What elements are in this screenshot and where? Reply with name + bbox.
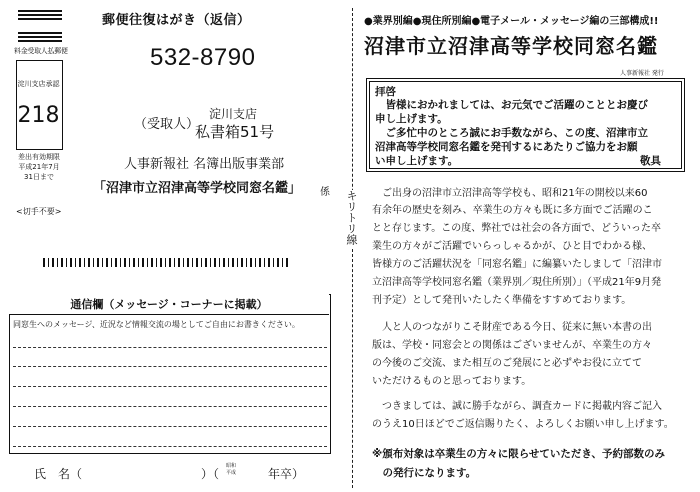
- body-line: の今後のご交流、また相互のご発展にと必ずやお役に立てて: [372, 358, 642, 369]
- body-line: ご出身の沼津市立沼津高等学校も、昭和21年の開校以来60: [372, 188, 648, 199]
- body-line: 立沼津高等学校同窓名鑑（業界別／現住所別）」（平成21年9月発: [372, 277, 662, 288]
- po-box: 私書箱51号: [195, 123, 275, 141]
- stamp-office: 淀川支店承認: [17, 80, 60, 88]
- attn-suffix: 係: [320, 187, 330, 198]
- message-heading: [9, 294, 329, 315]
- greeting-line: 皆様におかれましては、お元気でご活躍のこととお慶び: [375, 99, 648, 111]
- postal-bars-top: [18, 10, 62, 22]
- body-line: 業生の方々がご活躍でいらっしゃるかが、ひと目でわかる様、: [372, 241, 652, 252]
- customer-barcode: [43, 258, 291, 267]
- distribution-note: の発行になります。: [372, 467, 477, 479]
- era-selector: [226, 463, 236, 477]
- due-line-3: 31日まで: [24, 173, 54, 181]
- branch-name: 淀川支店: [209, 107, 258, 121]
- distribution-note: ※頒布対象は卒業生の方々に限らせていただき、予約部数のみ: [372, 448, 665, 460]
- stamp-number: 218: [17, 103, 60, 128]
- no-stamp-needed: <切手不要>: [16, 207, 62, 216]
- greeting-line: 拝啓: [375, 86, 396, 98]
- greeting-line: ご多忙中のところ誠にお手数ながら、この度、沼津市立: [375, 127, 648, 139]
- write-line: [13, 386, 327, 387]
- body-line: のうえ10日ほどでご返信賜りたく、よろしくお願い申し上げます。: [372, 419, 674, 430]
- write-line: [13, 366, 327, 367]
- write-line: [13, 347, 327, 348]
- write-line: [13, 446, 327, 447]
- write-line: [13, 426, 327, 427]
- zip-code: 532-8790: [150, 44, 256, 71]
- graduation-year-label: 年卒）: [268, 467, 305, 481]
- greeting-closing: 敬具: [640, 155, 661, 167]
- era-showa: 昭和: [226, 463, 237, 469]
- body-line: とと存じます。この度、弊社では社会の各方面で、どういった卒: [372, 223, 661, 234]
- body-line: つきましては、誠に勝手ながら、調査カードに掲載内容ご記入: [372, 401, 662, 412]
- pay-text: 料金受取人払郵便: [14, 47, 68, 55]
- name-close: ）（: [201, 467, 220, 481]
- publisher-credit: 人事新報社 発行: [620, 70, 664, 77]
- directory-title: 沼津市立沼津高等学校同窓名鑑: [364, 34, 658, 58]
- body-line: 刊予定）として発刊いたしたく準備をすすめております。: [372, 295, 632, 306]
- edition-summary: ●業界別編●現住所別編●電子メール・メッセージ編の三部構成!!: [364, 16, 659, 27]
- postcard-title: 郵便往復はがき（返信）: [102, 13, 251, 28]
- book-title: 「沼津市立沼津高等学校同窓名鑑」: [93, 181, 302, 196]
- message-area[interactable]: [9, 294, 331, 454]
- message-instructions: 同窓生へのメッセージ、近況など情報交流の場としてご自由にお書きください。: [13, 320, 300, 329]
- cut-line-text: キリトリ線: [345, 190, 358, 245]
- era-heisei: 平成: [226, 470, 237, 476]
- cut-line-label: [342, 190, 360, 249]
- publisher-dept: 人事新報社 名簿出版事業部: [124, 157, 285, 172]
- due-line-2: 平成21年7月: [18, 163, 60, 171]
- body-line: 版は、学校・同窓会との関係はございませんが、卒業生の方々: [372, 340, 652, 351]
- recipient-label: （受取人）: [134, 117, 200, 132]
- body-line: 人と人のつながりこそ財産である今日、従来に無い本書の出: [372, 322, 652, 333]
- body-line: いただけるものと思っております。: [372, 376, 532, 387]
- name-label: 氏 名（: [34, 467, 83, 481]
- greeting-line: 沼津高等学校同窓名鑑を発刊するにあたりご協力をお願: [375, 141, 638, 153]
- due-line-1: 差出有効期限: [18, 153, 60, 161]
- body-line: 有余年の歴史を刻み、卒業生の方々も既に多方面でご活躍のこ: [372, 205, 653, 216]
- postal-bars-bottom: [18, 32, 62, 42]
- greeting-line: 申し上げます。: [375, 113, 448, 125]
- due-date: [14, 152, 64, 182]
- message-heading-text: 通信欄（メッセージ・コーナーに掲載）: [70, 298, 268, 311]
- write-line: [13, 406, 327, 407]
- greeting-line: い申し上げます。: [375, 155, 459, 167]
- body-line: 皆様方のご活躍状況を「同窓名鑑」に編纂いたしまして「沼津市: [372, 259, 662, 270]
